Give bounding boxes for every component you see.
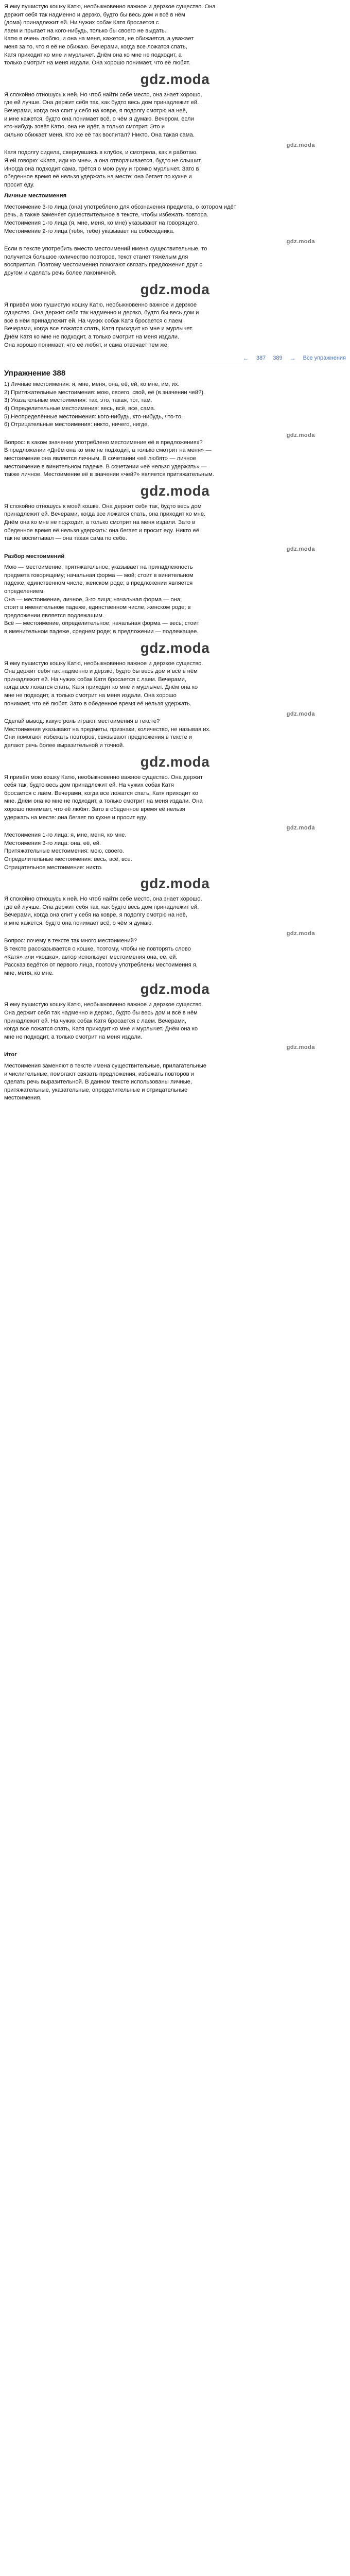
text-line: предложении является подлежащим. [4, 612, 104, 619]
watermark: gdz.moda [140, 281, 210, 297]
text-line: определением. [4, 588, 45, 595]
text-line: получится большое количество повторов, текст станет тяжёлым для [4, 253, 188, 260]
text-line: местоимения. [4, 1095, 42, 1101]
text-line: сделать речь выразительной. В данном тексте использованы личные, [4, 1079, 192, 1086]
section-subheading [4, 553, 346, 561]
watermark: gdz.moda [140, 875, 210, 892]
text-paragraph [4, 301, 346, 350]
text-paragraph [4, 91, 346, 140]
text-line: Я ему пушистую кошку Катю, необыкновенно важное и дерзкое существо. [4, 1002, 203, 1008]
text-line: Личные местоимения [4, 193, 67, 199]
text-paragraph [4, 718, 346, 750]
text-paragraph [4, 1062, 346, 1103]
text-line: принадлежит ей. На чужих собак Катя бросается с лаем. Вечерами, [4, 1018, 186, 1024]
watermark: gdz.moda [140, 639, 210, 656]
text-line: когда все ложатся спать, Катя приходит ко мне и мурлычет. Днём она ко [4, 1026, 198, 1032]
watermark: gdz.moda [286, 825, 315, 832]
text-line: понимает, что её любят. Зато в обеденное время её нельзя удержать. [4, 700, 191, 707]
text-paragraph [4, 503, 346, 543]
text-line: Я ей говорю: «Катя, иди ко мне», а она отворачивается, будто не слышит. [4, 157, 202, 164]
watermark: gdz.moda [286, 432, 315, 438]
text-line: Днём она ко мне не подходит, а только смотрит на меня издали. Зато в [4, 519, 196, 526]
text-line: местоимение в винительном падеже. В сочетании «её нельзя удержать» — [4, 463, 207, 470]
text-line: Отрицательное местоимение: никто. [4, 864, 103, 871]
text-line: удержать на месте: она бегает по кухне и просит еду. [4, 814, 147, 821]
text-line: держит себя так надменно и дерзко, будто бы весь дом и всё в нём [4, 11, 185, 18]
watermark: gdz.moda [286, 142, 315, 149]
next-exercise-link[interactable]: 389 [273, 355, 283, 362]
text-line: 4) Определительные местоимения: весь, всё, все, сама. [4, 405, 155, 412]
text-paragraph [4, 937, 346, 977]
text-line: просит еду. [4, 181, 34, 188]
text-line: где ей лучше. Она держит себя так, как будто весь дом принадлежит ей. [4, 904, 199, 910]
text-line: 2) Притяжательные местоимения: мою, своего, свой, её (в значении чей?). [4, 389, 205, 396]
text-paragraph [4, 660, 346, 708]
text-line: хорошо понимает, что её любят. Зато в обеденное время её нельзя [4, 806, 185, 812]
text-paragraph [4, 895, 346, 927]
text-line: Я привёл мою пушистую кошку Катю, необыкновенно важное и дерзкое [4, 301, 197, 308]
text-paragraph [4, 381, 346, 429]
text-line: Вечерами, когда она спит у себя на ковре, я подолгу смотрю на неё, [4, 912, 187, 919]
text-line: лаем и прыгает на кого-нибудь, только бы своего не выдать. [4, 27, 166, 34]
exercise-heading: Упражнение 388 [4, 369, 66, 378]
text-line: мне не подходит, а только смотрит на меня издали. [4, 1033, 143, 1040]
text-line: другом и сделать речь более лаконичной. [4, 270, 117, 277]
text-line: падеже, единственном числе, женском роде; в предложении является [4, 580, 193, 587]
text-line: Я спокойно отношусь к ней. Но чтоб найти себе место, она знает хорошо, [4, 896, 202, 903]
text-line: всё в нём принадлежит ей. На чужих собак Катя бросается с лаем. [4, 317, 184, 324]
text-line: Иногда она подходит сама, трётся о мою руку и громко мурлычет. Зато в [4, 165, 199, 172]
arrow-right-icon[interactable]: → [289, 354, 296, 362]
watermark: gdz.moda [286, 930, 315, 937]
text-line: Вечерами, когда она спит у себя на ковре, я подолгу смотрю на неё, [4, 107, 187, 114]
text-line: Притяжательные местоимения: мою, своего. [4, 848, 125, 855]
text-line: Местоимения заменяют в тексте имена существительные, прилагательные [4, 1063, 206, 1069]
all-exercises-link[interactable]: Все упражнения [303, 355, 346, 362]
text-line: Итог [4, 1052, 17, 1058]
text-line: Вопрос: почему в тексте так много местоимений? [4, 938, 137, 944]
text-line: Определительные местоимения: весь, всё, все. [4, 856, 132, 862]
text-line: речь, а также заменяет существительное в тексте, чтобы избежать повтора. [4, 212, 208, 218]
text-line: Я ему пушистую кошку Катю, необыкновенно важное и дерзкое существо. [4, 660, 203, 667]
text-paragraph [4, 774, 346, 822]
text-paragraph [4, 439, 346, 479]
text-line: Катю я очень люблю, и она на меня, кажется, не обижается, а уважает [4, 36, 194, 42]
text-line: сильно обижает меня. Кто же её так воспитал? Никто. Она такая сама. [4, 131, 195, 138]
watermark: gdz.moda [140, 71, 210, 87]
text-line: себя так, будто весь дом принадлежит ей. На чужих собак Катя [4, 782, 174, 789]
text-line: делают речь более выразительной и точной. [4, 742, 125, 749]
arrow-left-icon[interactable]: ← [242, 354, 249, 362]
text-line: Вопрос: в каком значении употреблено местоимение её в предложениях? [4, 439, 203, 446]
text-line: Она — местоимение, личное, 3-го лица; начальная форма — она; [4, 596, 182, 603]
text-line: мне не подходит, а только смотрит на меня издали. Она хорошо [4, 692, 177, 699]
text-paragraph [4, 149, 346, 189]
text-line: Я привёл мою кошку Катю, необыкновенно важное существо. Она держит [4, 774, 203, 781]
text-line: Мою — местоимение, притяжательное, указывает на принадлежность [4, 564, 193, 571]
watermark: gdz.moda [286, 1044, 315, 1051]
text-line: 5) Неопределённые местоимения: кого-нибудь, кто-нибудь, что-то. [4, 413, 183, 420]
text-line: также личное. Местоимение её в значении «чей?» является притяжательным. [4, 471, 214, 478]
text-line: 3) Указательные местоимения: так, это, такая, тот, там. [4, 397, 152, 404]
text-line: Разбор местоимений [4, 553, 65, 560]
text-line: предмета говорящему; начальная форма — мой; стоит в винительном [4, 572, 194, 579]
section-subheading [4, 1051, 346, 1059]
text-line: 1) Личные местоимения: я, мне, меня, она, её, ей, ко мне, им, их. [4, 381, 180, 388]
text-paragraph [4, 832, 346, 872]
text-line: Я спокойно отношусь к моей кошке. Она держит себя так, будто весь дом [4, 503, 202, 510]
watermark: gdz.moda [140, 753, 210, 770]
text-paragraph [4, 245, 346, 277]
text-line: Она держит себя так надменно и дерзко, будто бы весь дом и всё в нём [4, 668, 198, 675]
text-line: В тексте рассказывается о кошке, поэтому, чтобы не повторять слово [4, 946, 191, 953]
text-paragraph [4, 1001, 346, 1041]
text-line: Местоимение 3-го лица (она) употреблено для обозначения предмета, о котором идёт [4, 204, 236, 210]
text-line: мне. Днём она ко мне не подходит, а только смотрит на меня издали. Она [4, 798, 203, 805]
text-line: Если в тексте употребить вместо местоимений имена существительные, то [4, 246, 207, 252]
prev-exercise-link[interactable]: 387 [256, 355, 266, 362]
text-line: Катя подолгу сидела, свернувшись в клубок, и смотрела, как я работаю. [4, 149, 198, 156]
exercise-nav [4, 352, 346, 364]
text-line: обеденное время её нельзя удержать: она бегает и просит еду. Никто её [4, 527, 200, 534]
watermark: gdz.moda [286, 711, 315, 718]
text-line: Она держит себя так надменно и дерзко, будто бы весь дом и всё в нём [4, 1010, 198, 1016]
text-line: Днём Катя ко мне не подходит, а только смотрит на меня издали. [4, 334, 180, 340]
watermark: gdz.moda [140, 482, 210, 499]
text-line: Рассказ ведётся от первого лица, поэтому употреблены местоимения я, [4, 962, 198, 969]
text-line: кто-нибудь зовёт Катю, она не идёт, а только смотрит. Это и [4, 124, 165, 130]
text-line: когда все ложатся спать, Катя приходит ко мне и мурлычет. Днём она ко [4, 684, 198, 691]
text-line: восприятия. Поэтому местоимения помогают связать предложения друг с [4, 262, 202, 268]
text-line: притяжательные, указательные, определительные и отрицательные [4, 1087, 188, 1093]
text-line: Она хорошо понимает, что её любят, и сама отвечает тем же. [4, 342, 169, 348]
text-line: Местоимения 1-го лица (я, мне, меня, ко мне) указывают на говорящего. [4, 220, 199, 227]
text-paragraph [4, 564, 346, 636]
text-line: Я спокойно отношусь к ней. Но чтоб найти себе место, она знает хорошо, [4, 91, 202, 98]
text-line: Вечерами, когда все ложатся спать, Катя приходит ко мне и мурлычет. [4, 326, 194, 332]
text-line: принадлежит ей. На чужих собак Катя бросается с лаем. Вечерами, [4, 676, 186, 683]
text-line: Местоимения 1-го лица: я, мне, меня, ко мне. [4, 832, 127, 839]
watermark: gdz.moda [140, 981, 210, 997]
text-line: меня за то, что я её не обижаю. Вечерами, когда все ложатся спать, [4, 43, 187, 50]
watermark: gdz.moda [286, 546, 315, 552]
text-line: 6) Отрицательные местоимения: никто, ничего, нигде. [4, 421, 149, 428]
text-line: Всё — местоимение, определительное; начальная форма — весь; стоит [4, 620, 200, 627]
text-line: и мне кажется, будто она понимает всё, о чём я думаю. [4, 920, 153, 926]
text-line: где ей лучше. Она держит себя так, как будто весь дом принадлежит ей. [4, 99, 199, 106]
section-subheading [4, 192, 346, 200]
text-line: Я ему пушистую кошку Катю, необыкновенно важное и дерзкое существо. Она [4, 4, 216, 10]
text-line: В предложении «Днём она ко мне не подходит, а только смотрит на меня» — [4, 447, 212, 454]
text-line: бросается с лаем. Вечерами, когда все ложатся спать, Катя приходит ко [4, 790, 199, 796]
text-line: и мне кажется, будто она понимает всё, о чём я думаю. Вечером, если [4, 115, 194, 122]
text-line: стоит в именительном падеже, единственном числе, женском роде; в [4, 604, 191, 611]
text-line: Местоимения указывают на предметы, признаки, количество, не называя их. [4, 726, 211, 733]
text-line: местоимение она является личным. В сочетании «её любят» — личное [4, 455, 196, 462]
text-line: Катя приходит ко мне и мурлычет. Днём она ко мне не подходит, а [4, 52, 182, 58]
text-line: обеденное время её нельзя удержать на месте: она бегает по кухне и [4, 174, 192, 180]
text-paragraph [4, 3, 346, 67]
text-paragraph [4, 204, 346, 235]
text-line: Они помогают избежать повторов, связывают предложения в тексте и [4, 734, 192, 741]
text-line: Сделай вывод: какую роль играют местоимения в тексте? [4, 718, 160, 725]
text-line: так не воспитывал — она такая сама по себе. [4, 535, 127, 542]
text-line: и числительные, помогают связать предложения, избежать повторов и [4, 1071, 194, 1077]
text-line: принадлежит ей. Вечерами, когда все ложатся спать, она приходит ко мне. [4, 511, 206, 518]
text-line: Местоимение 2-го лица (тебя, тебе) указывает на собеседника. [4, 228, 174, 234]
text-line: (дома) принадлежит ей. Ни чужих собак Катя бросается с [4, 20, 159, 26]
text-line: только смотрит на меня издали. Она хорошо понимает, что её любят. [4, 60, 190, 66]
text-line: Местоимения 3-го лица: она, её, ей. [4, 840, 101, 846]
watermark: gdz.moda [286, 239, 315, 245]
text-line: существо. Она держит себя так надменно и дерзко, будто бы весь дом и [4, 310, 199, 316]
text-line: мне, меня, ко мне. [4, 970, 54, 976]
text-line: в именительном падеже, среднем роде; в предложении — подлежащее. [4, 629, 199, 635]
text-line: «Катя» или «кошка», автор использует местоимения она, её, ей. [4, 954, 178, 960]
